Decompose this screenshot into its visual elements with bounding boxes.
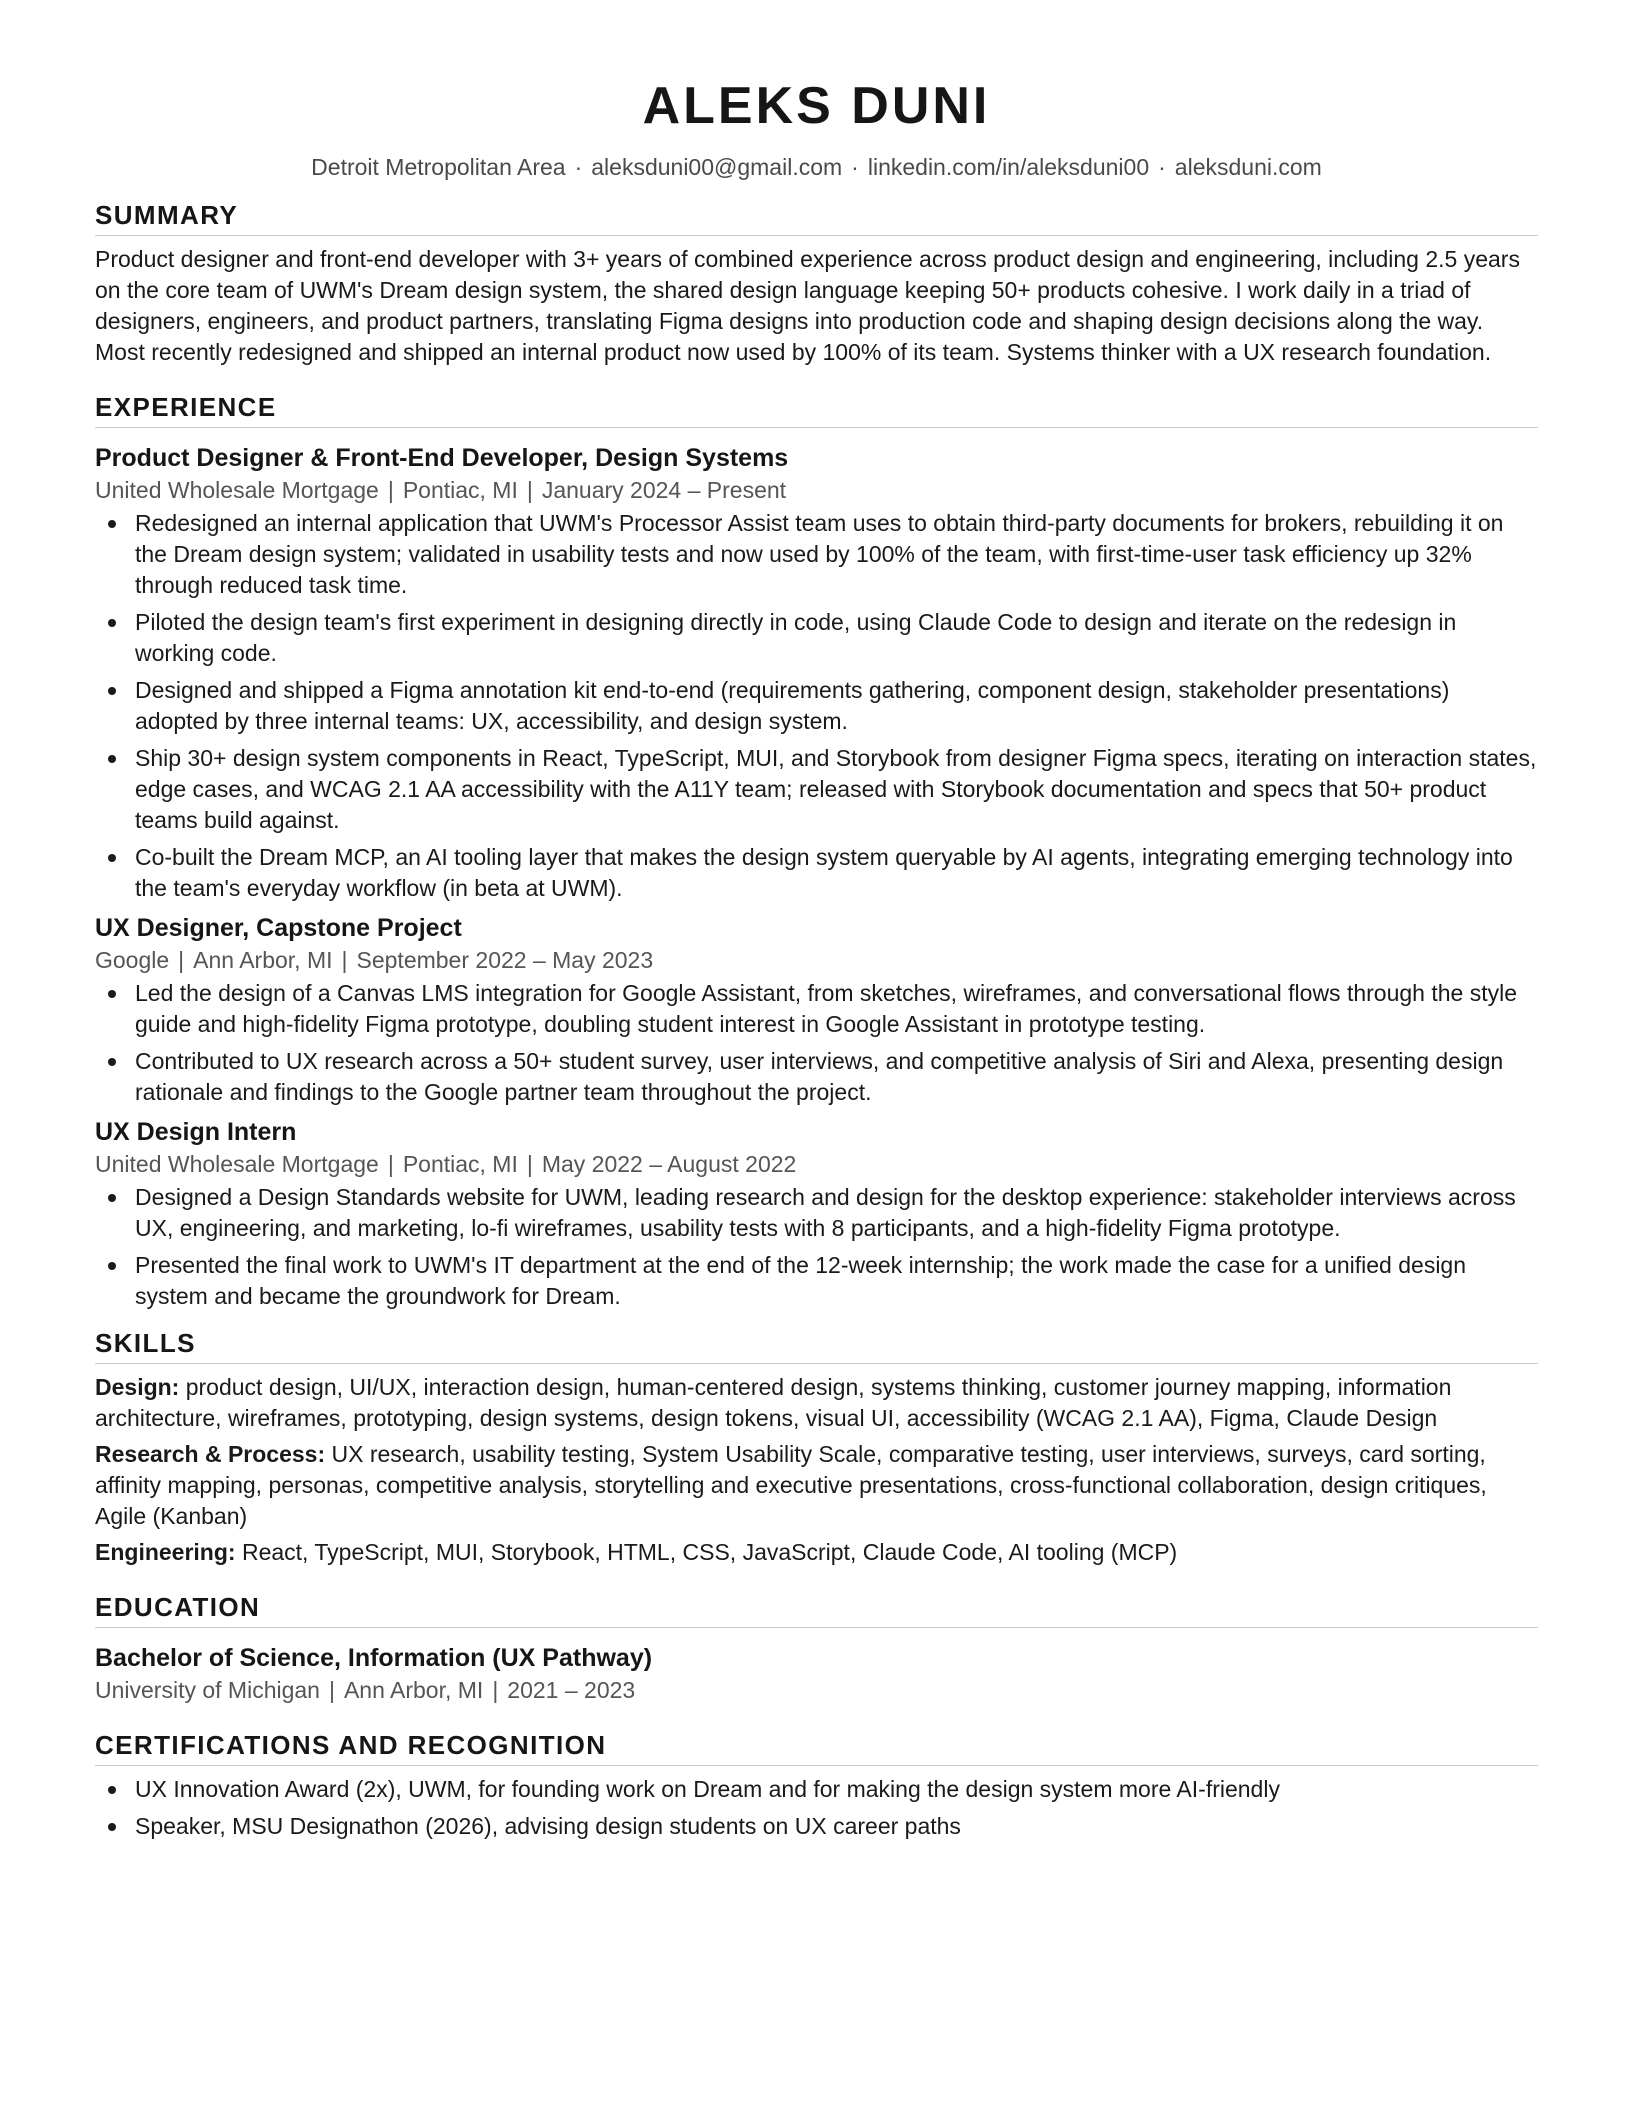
- job-dates: January 2024 – Present: [541, 477, 787, 503]
- meta-separator: |: [526, 477, 533, 503]
- skill-list: product design, UI/UX, interaction design, human-centered design, systems thinking, customer journey mapping, information architecture, wireframes, prototyping, design systems, design tokens, visual UI, accessibility (WCAG 2.1 AA), Figma, Claude Design: [95, 1374, 1452, 1431]
- skill-list: React, TypeScript, MUI, Storybook, HTML, CSS, JavaScript, Claude Code, AI tooling (MCP): [241, 1539, 1178, 1565]
- contact-separator: ·: [574, 154, 583, 180]
- job-bullet: Designed and shipped a Figma annotation kit end-to-end (requirements gathering, component design, stakeholder presentations) adopted by three internal teams: UX, accessibility, and design system.: [135, 675, 1538, 737]
- contact-linkedin[interactable]: linkedin.com/in/aleksduni00: [867, 154, 1150, 180]
- meta-separator: |: [387, 477, 394, 503]
- meta-separator: |: [341, 947, 348, 973]
- job-company: United Wholesale Mortgage: [95, 1151, 379, 1177]
- education-entry: [95, 1642, 1538, 1706]
- candidate-name: ALEKS DUNI: [642, 77, 991, 135]
- section-title-education: EDUCATION: [95, 1590, 1538, 1628]
- meta-separator: |: [492, 1677, 499, 1703]
- job-dates: May 2022 – August 2022: [541, 1151, 797, 1177]
- meta-separator: |: [526, 1151, 533, 1177]
- job-meta: [95, 1149, 1538, 1180]
- certification-item: Speaker, MSU Designathon (2026), advising design students on UX career paths: [135, 1811, 1538, 1842]
- skill-row-engineering: [95, 1537, 1538, 1568]
- skill-label: Research & Process:: [95, 1441, 326, 1467]
- contact-website[interactable]: aleksduni.com: [1174, 154, 1322, 180]
- job-meta: [95, 945, 1538, 976]
- contact-email[interactable]: aleksduni00@gmail.com: [591, 154, 843, 180]
- job-entry: [95, 912, 1538, 1108]
- skill-row-research: [95, 1439, 1538, 1532]
- meta-separator: |: [387, 1151, 394, 1177]
- education-section: [95, 1590, 1538, 1706]
- summary-text: Product designer and front-end developer with 3+ years of combined experience across product design and engineering, including 2.5 years on the core team of UWM's Dream design system, the shared design language keeping 50+ products cohesive. I work daily in a triad of designers, engineers, and product partners, translating Figma designs into production code and shaping design decisions along the way. Most recently redesigned and shipped an internal product now used by 100% of its team. Systems thinker with a UX research foundation.: [95, 246, 1520, 365]
- skill-label: Design:: [95, 1374, 180, 1400]
- job-title: UX Designer, Capstone Project: [95, 914, 462, 942]
- school-location: Ann Arbor, MI: [343, 1677, 484, 1703]
- experience-section: [95, 390, 1538, 1312]
- job-title: Product Designer & Front-End Developer, Design Systems: [95, 444, 789, 472]
- certifications-section: [95, 1728, 1538, 1842]
- job-entry: [95, 1116, 1538, 1312]
- skill-row-design: [95, 1372, 1538, 1434]
- certification-item: UX Innovation Award (2x), UWM, for founding work on Dream and for making the design system more AI-friendly: [135, 1774, 1538, 1805]
- meta-separator: |: [178, 947, 185, 973]
- job-location: Ann Arbor, MI: [193, 947, 333, 973]
- job-entry: [95, 442, 1538, 904]
- degree-title: Bachelor of Science, Information (UX Pathway): [95, 1644, 653, 1672]
- contact-location: Detroit Metropolitan Area: [311, 154, 566, 180]
- contact-separator: ·: [1158, 154, 1166, 180]
- job-bullet: Redesigned an internal application that UWM's Processor Assist team uses to obtain third-party documents for brokers, rebuilding it on the Dream design system; validated in usability tests and now used by 100% of the team, with first-time-user task efficiency up 32% through reduced task time.: [135, 508, 1538, 601]
- job-bullet: Co-built the Dream MCP, an AI tooling layer that makes the design system queryable by AI agents, integrating emerging technology into the team's everyday workflow (in beta at UWM).: [135, 842, 1538, 904]
- education-meta: [95, 1675, 1538, 1706]
- skills-section: [95, 1326, 1538, 1568]
- meta-separator: |: [328, 1677, 335, 1703]
- certification-list: [95, 1774, 1538, 1842]
- job-bullet: Led the design of a Canvas LMS integration for Google Assistant, from sketches, wireframes, and conversational flows through the style guide and high-fidelity Figma prototype, doubling student interest in Google Assistant in prototype testing.: [135, 978, 1538, 1040]
- job-bullet: Designed a Design Standards website for UWM, leading research and design for the desktop experience: stakeholder interviews across UX, engineering, and marketing, lo-fi wireframes, usability tests with 8 participants, and a high-fidelity Figma prototype.: [135, 1182, 1538, 1244]
- job-company: Google: [95, 947, 170, 973]
- job-bullets: [95, 1182, 1538, 1312]
- summary-section: [95, 198, 1538, 368]
- contact-line: [95, 152, 1538, 182]
- section-title-skills: SKILLS: [95, 1326, 1538, 1364]
- section-title-experience: EXPERIENCE: [95, 390, 1538, 428]
- job-bullet: Piloted the design team's first experiment in designing directly in code, using Claude Code to design and iterate on the redesign in working code.: [135, 607, 1538, 669]
- education-dates: 2021 – 2023: [507, 1677, 636, 1703]
- job-bullet: Contributed to UX research across a 50+ student survey, user interviews, and competitive analysis of Siri and Alexa, presenting design rationale and findings to the Google partner team throughout the project.: [135, 1046, 1538, 1108]
- job-bullet: Ship 30+ design system components in React, TypeScript, MUI, and Storybook from designer Figma specs, iterating on interaction states, edge cases, and WCAG 2.1 AA accessibility with the A11Y team; released with Storybook documentation and specs that 50+ product teams build against.: [135, 743, 1538, 836]
- school-name: University of Michigan: [95, 1677, 320, 1703]
- skill-label: Engineering:: [95, 1539, 236, 1565]
- job-location: Pontiac, MI: [402, 1151, 518, 1177]
- job-location: Pontiac, MI: [402, 477, 518, 503]
- job-dates: September 2022 – May 2023: [356, 947, 654, 973]
- job-bullet: Presented the final work to UWM's IT department at the end of the 12-week internship; the work made the case for a unified design system and became the groundwork for Dream.: [135, 1250, 1538, 1312]
- job-bullets: [95, 978, 1538, 1108]
- job-company: United Wholesale Mortgage: [95, 477, 379, 503]
- skill-list: UX research, usability testing, System Usability Scale, comparative testing, user interviews, surveys, card sorting, affinity mapping, personas, competitive analysis, storytelling and executive presentations, cross-functional collaboration, design critiques, Agile (Kanban): [95, 1441, 1487, 1529]
- job-bullets: [95, 508, 1538, 904]
- job-meta: [95, 475, 1538, 506]
- contact-separator: ·: [851, 154, 859, 180]
- section-title-certifications: CERTIFICATIONS AND RECOGNITION: [95, 1728, 1538, 1766]
- job-title: UX Design Intern: [95, 1118, 297, 1146]
- section-title-summary: SUMMARY: [95, 198, 1538, 236]
